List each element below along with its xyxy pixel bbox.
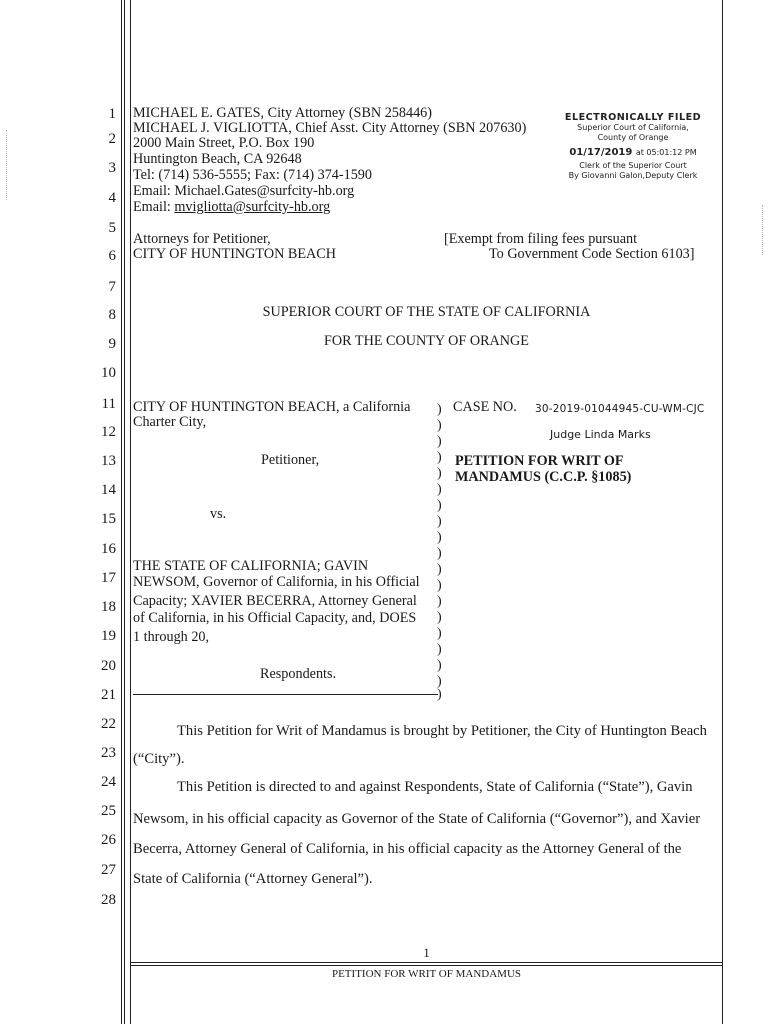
caption-paren: ) [437, 498, 442, 513]
line-number: 5 [108, 220, 116, 236]
line-number: 11 [101, 396, 116, 412]
line-number: 19 [101, 628, 116, 644]
caption-paren: ) [437, 466, 442, 481]
line-number: 15 [101, 511, 116, 527]
line-number: 2 [108, 131, 116, 147]
line-number: 25 [101, 803, 116, 819]
caption-paren: ) [437, 642, 442, 657]
caption-respondent-line-3: Capacity; XAVIER BECERRA, Attorney General [133, 593, 417, 609]
caption-paren: ) [437, 562, 442, 577]
scan-mark-left [6, 130, 9, 200]
caption-respondent-role: Respondents. [260, 666, 337, 682]
line-number: 14 [101, 482, 116, 498]
line-number: 24 [101, 774, 116, 790]
caption-bottom-rule [133, 694, 438, 695]
email-label: Email: [133, 199, 175, 215]
caption-respondent-line-2: NEWSOM, Governor of California, in his Official [133, 574, 420, 590]
court-title: SUPERIOR COURT OF THE STATE OF CALIFORNIA [262, 304, 591, 320]
line-number: 6 [108, 248, 116, 264]
caption-paren: ) [437, 658, 442, 673]
stamp-date: 01/17/2019 [569, 147, 633, 158]
right-margin-rule [722, 0, 723, 1024]
footer-rule [131, 962, 722, 963]
stamp-time: at 05:01:12 PM [635, 148, 697, 157]
caption-paren: ) [437, 546, 442, 561]
caption-paren: ) [437, 687, 442, 702]
caption-paren: ) [437, 402, 442, 417]
caption-petitioner-line-2: Charter City, [133, 414, 207, 430]
caption-petitioner-role: Petitioner, [261, 452, 320, 468]
line-number: 17 [101, 570, 116, 586]
line-number: 27 [101, 862, 116, 878]
stamp-title: ELECTRONICALLY FILED [564, 112, 702, 123]
county-title: FOR THE COUNTY OF ORANGE [324, 333, 529, 349]
stamp-county: County of Orange [597, 133, 669, 142]
line-number: 9 [108, 336, 116, 352]
stamp-deputy: By Giovanni Galon,Deputy Clerk [568, 171, 698, 180]
caption-respondent-line-1: THE STATE OF CALIFORNIA; GAVIN [133, 558, 369, 574]
caption-vs: vs. [210, 506, 227, 522]
caption-respondent-line-5: 1 through 20, [133, 629, 210, 645]
footer-rule-2 [131, 965, 722, 966]
case-number-label: CASE NO. [453, 399, 517, 415]
caption-paren: ) [437, 482, 442, 497]
caption-paren: ) [437, 626, 442, 641]
stamp-court: Superior Court of California, [577, 123, 689, 132]
caption-paren: ) [437, 450, 442, 465]
address-line-1: 2000 Main Street, P.O. Box 190 [133, 135, 315, 151]
exempt-note-2: To Government Code Section 6103] [489, 246, 695, 262]
line-number: 26 [101, 832, 116, 848]
left-margin-rule-inner [124, 0, 125, 1024]
scan-mark-right [762, 205, 765, 255]
case-number: 30-2019-01044945-CU-WM-CJC [535, 403, 705, 415]
attorneys-for-label: Attorneys for Petitioner, [133, 231, 271, 247]
left-margin-rule-third [130, 0, 131, 1024]
document-title-line-2: MANDAMUS (C.C.P. §1085) [455, 469, 632, 485]
line-number: 21 [101, 687, 116, 703]
line-number: 13 [101, 453, 116, 469]
caption-petitioner-line-1: CITY OF HUNTINGTON BEACH, a California [133, 399, 411, 415]
caption-paren: ) [437, 530, 442, 545]
line-number: 18 [101, 599, 116, 615]
filing-stamp [548, 112, 718, 181]
email-line-2 [133, 200, 330, 215]
judge-name: Judge Linda Marks [550, 428, 651, 441]
body-line-2: (“City”). [133, 751, 185, 767]
line-number: 7 [108, 279, 116, 295]
body-line-6: State of California (“Attorney General”). [133, 871, 373, 887]
exempt-note-1: [Exempt from filing fees pursuant [444, 231, 638, 247]
line-number: 10 [101, 365, 116, 381]
caption-paren: ) [437, 594, 442, 609]
line-number: 20 [101, 658, 116, 674]
caption-paren: ) [437, 434, 442, 449]
stamp-datetime [548, 147, 718, 158]
caption-paren: ) [437, 514, 442, 529]
petitioner-name-header: CITY OF HUNTINGTON BEACH [133, 246, 336, 262]
body-line-5: Becerra, Attorney General of California, in his official capacity as the Attorney General of the [133, 841, 682, 857]
line-number: 3 [108, 160, 116, 176]
left-margin-rule [121, 0, 122, 1024]
email-line-1: Email: Michael.Gates@surfcity-hb.org [133, 183, 355, 199]
line-number: 1 [108, 106, 116, 122]
line-number: 22 [101, 716, 116, 732]
stamp-clerk: Clerk of the Superior Court [579, 161, 687, 170]
body-line-3: This Petition is directed to and against Respondents, State of California (“State”), Gavin [177, 779, 693, 795]
caption-respondent-line-4: of California, in his Official Capacity, and, DOES [133, 610, 417, 626]
page-number: 1 [423, 945, 430, 960]
phone-fax-line: Tel: (714) 536-5555; Fax: (714) 374-1590 [133, 167, 372, 183]
body-line-1: This Petition for Writ of Mandamus is brought by Petitioner, the City of Huntington Beach [177, 723, 707, 739]
attorney-line-2: MICHAEL J. VIGLIOTTA, Chief Asst. City Attorney (SBN 207630) [133, 120, 527, 136]
footer-title: PETITION FOR WRIT OF MANDAMUS [331, 968, 522, 980]
line-number: 4 [108, 190, 116, 206]
line-number: 12 [101, 424, 116, 440]
document-title-line-1: PETITION FOR WRIT OF [455, 453, 624, 469]
line-number: 23 [101, 745, 116, 761]
attorney-line-1: MICHAEL E. GATES, City Attorney (SBN 258446) [133, 105, 432, 121]
caption-paren: ) [437, 578, 442, 593]
line-number: 8 [108, 307, 116, 323]
line-number: 28 [101, 892, 116, 908]
caption-paren: ) [437, 674, 442, 689]
line-number: 16 [101, 541, 116, 557]
address-line-2: Huntington Beach, CA 92648 [133, 151, 302, 167]
caption-paren: ) [437, 418, 442, 433]
caption-paren: ) [437, 610, 442, 625]
body-line-4: Newsom, in his official capacity as Governor of the State of California (“Governor”), and Xavier [133, 811, 701, 827]
email-link[interactable]: mvigliotta@surfcity-hb.org [174, 199, 331, 215]
